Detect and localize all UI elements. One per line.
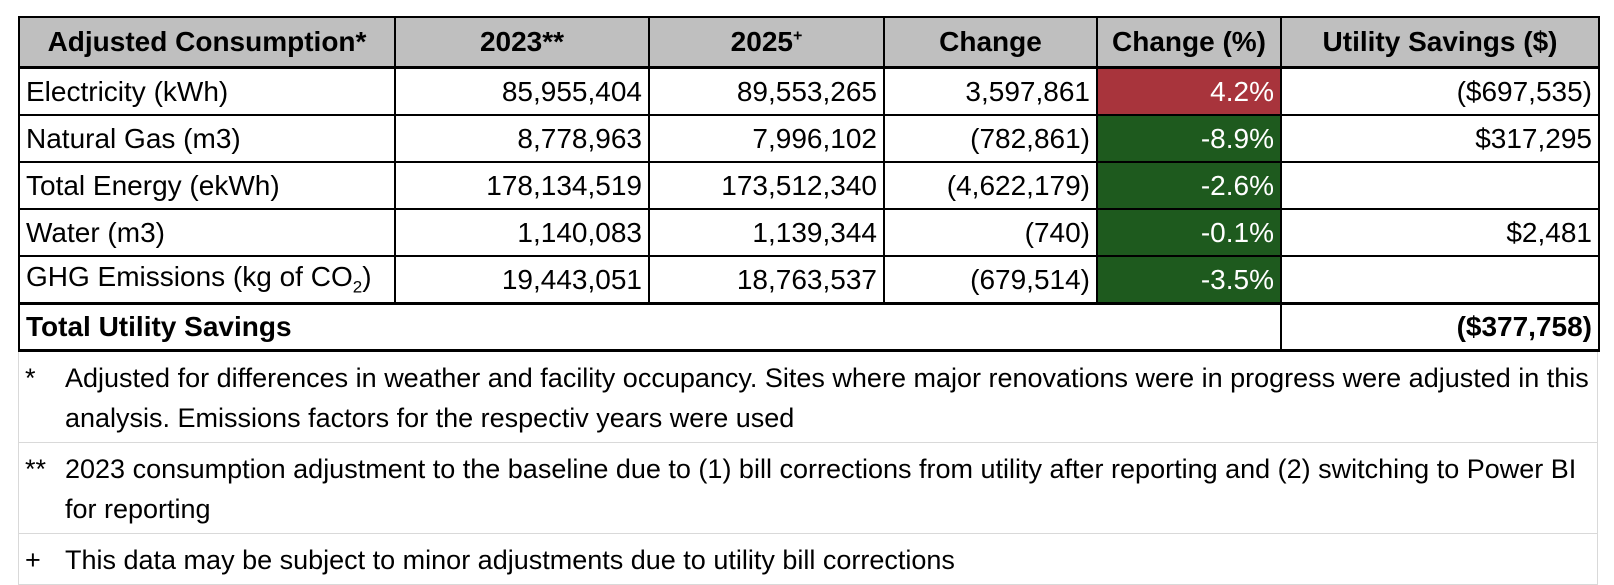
row-label bbox=[19, 256, 395, 304]
consumption-table bbox=[18, 16, 1600, 352]
header-utility-savings: Utility Savings ($) bbox=[1281, 17, 1599, 68]
value-change-pct: -3.5% bbox=[1097, 256, 1281, 304]
value-2025: 173,512,340 bbox=[649, 162, 884, 209]
value-2023: 85,955,404 bbox=[395, 68, 649, 116]
value-change: (782,861) bbox=[884, 115, 1097, 162]
ghg-label-main: GHG Emissions (kg of CO bbox=[26, 261, 353, 293]
value-2025: 89,553,265 bbox=[649, 68, 884, 116]
table-row bbox=[19, 256, 1599, 304]
row-label: Total Energy (ekWh) bbox=[19, 162, 395, 209]
header-2023: 2023** bbox=[395, 17, 649, 68]
value-change-pct: 4.2% bbox=[1097, 68, 1281, 116]
footnote bbox=[18, 534, 1598, 585]
value-2023: 1,140,083 bbox=[395, 209, 649, 256]
header-change-pct: Change (%) bbox=[1097, 17, 1281, 68]
table-row bbox=[19, 115, 1599, 162]
value-savings bbox=[1281, 256, 1599, 304]
footnotes bbox=[18, 352, 1598, 585]
footnote-text: 2023 consumption adjustment to the baseline due to (1) bill corrections from utility after reporting and (2) switching to Power BI for reporting bbox=[65, 454, 1577, 524]
footnote-mark: * bbox=[25, 363, 36, 393]
value-savings: ($697,535) bbox=[1281, 68, 1599, 116]
value-change: (4,622,179) bbox=[884, 162, 1097, 209]
footnote-mark: ** bbox=[25, 454, 47, 484]
header-2025 bbox=[649, 17, 884, 68]
table-row bbox=[19, 162, 1599, 209]
value-2023: 19,443,051 bbox=[395, 256, 649, 304]
row-label: Water (m3) bbox=[19, 209, 395, 256]
row-label: Natural Gas (m3) bbox=[19, 115, 395, 162]
row-label: Electricity (kWh) bbox=[19, 68, 395, 116]
value-change: 3,597,861 bbox=[884, 68, 1097, 116]
value-2025: 1,139,344 bbox=[649, 209, 884, 256]
table-row bbox=[19, 68, 1599, 116]
footnote bbox=[18, 443, 1598, 534]
header-adjusted-consumption: Adjusted Consumption* bbox=[19, 17, 395, 68]
value-change-pct: -0.1% bbox=[1097, 209, 1281, 256]
header-change: Change bbox=[884, 17, 1097, 68]
value-change-pct: -2.6% bbox=[1097, 162, 1281, 209]
report-table-container bbox=[18, 16, 1598, 585]
value-2023: 178,134,519 bbox=[395, 162, 649, 209]
total-row bbox=[19, 304, 1599, 351]
footnote-text: Adjusted for differences in weather and facility occupancy. Sites where major renovations were in progress were adjusted in this analysis. Emissions factors for the respectiv years were used bbox=[65, 363, 1589, 433]
ghg-label-end: ) bbox=[362, 261, 372, 293]
value-change: (679,514) bbox=[884, 256, 1097, 304]
value-2025: 7,996,102 bbox=[649, 115, 884, 162]
value-2025: 18,763,537 bbox=[649, 256, 884, 304]
value-change-pct: -8.9% bbox=[1097, 115, 1281, 162]
value-savings bbox=[1281, 162, 1599, 209]
footnote-mark: + bbox=[25, 545, 41, 575]
footnote-text: This data may be subject to minor adjustments due to utility bill corrections bbox=[65, 545, 955, 575]
ghg-label-subscript: 2 bbox=[352, 277, 363, 297]
value-savings: $2,481 bbox=[1281, 209, 1599, 256]
header-2025-label: 2025 bbox=[730, 26, 793, 57]
header-row bbox=[19, 17, 1599, 68]
total-value: ($377,758) bbox=[1281, 304, 1599, 351]
header-2025-superscript: + bbox=[792, 27, 803, 45]
total-label: Total Utility Savings bbox=[19, 304, 1281, 351]
footnote bbox=[18, 352, 1598, 443]
value-savings: $317,295 bbox=[1281, 115, 1599, 162]
table-row bbox=[19, 209, 1599, 256]
value-change: (740) bbox=[884, 209, 1097, 256]
value-2023: 8,778,963 bbox=[395, 115, 649, 162]
